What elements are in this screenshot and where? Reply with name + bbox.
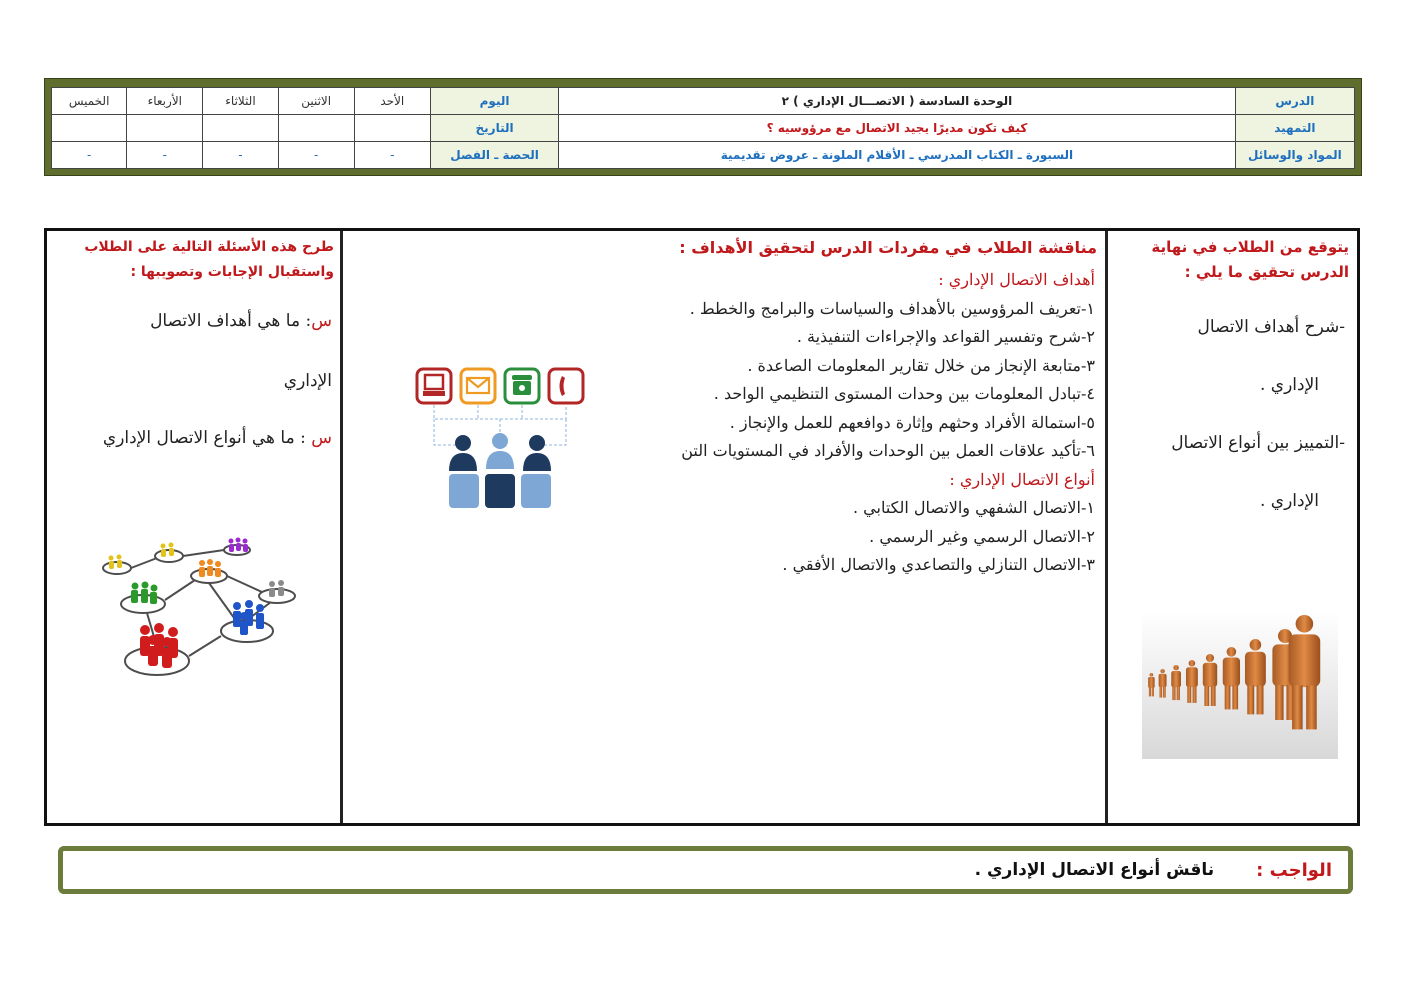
question-1 (150, 311, 332, 331)
goal-item: ٢-شرح وتفسير القواعد والإجراءات التنفيذية . (796, 327, 1095, 346)
period-label: الحصة ـ الفصل (430, 142, 558, 169)
unit-title: الوحدة السادسة ( الاتصـــال الإداري ) ٢ (559, 88, 1236, 115)
day-monday: الاثنين (278, 88, 354, 115)
homework-text: ناقش أنواع الاتصال الإداري . (974, 860, 1215, 880)
expected-item: الإداري . (1259, 491, 1319, 511)
date-label: التاريخ (430, 115, 558, 142)
lesson-body (44, 228, 1360, 826)
expected-outcomes-heading: يتوقع من الطلاب في نهاية الدرس تحقيق ما يلي : (1151, 238, 1349, 281)
homework-box (58, 846, 1353, 894)
goal-item: ٤-تبادل المعلومات بين وحدات المستوى التنظيمي الواحد . (713, 384, 1095, 403)
expected-item: -التمييز بين أنواع الاتصال (1171, 433, 1345, 453)
goal-item: ١-تعريف المرؤوسين بالأهداف والسياسات والبرامج والخطط . (689, 298, 1095, 318)
expected-item: الإداري . (1259, 375, 1319, 395)
questions-column (47, 231, 340, 823)
green-group (131, 582, 158, 605)
question-mark: س (311, 311, 332, 331)
date-cell-thursday (52, 115, 127, 142)
day-wednesday: الأربعاء (127, 88, 203, 115)
goals-title: أهداف الاتصال الإداري : (938, 270, 1095, 289)
types-title: أنواع الاتصال الإداري : (949, 469, 1095, 489)
people-group-icon (449, 433, 551, 508)
mobile-icon (549, 369, 583, 403)
lesson-header-table (51, 87, 1355, 169)
type-item: ٣-الاتصال التنازلي والتصاعدي والاتصال الأفقي . (782, 555, 1095, 574)
day-thursday: الخميس (52, 88, 127, 115)
question-1-continued: الإداري (283, 371, 332, 391)
day-label: اليوم (430, 88, 558, 115)
mail-icon (461, 369, 495, 403)
communication-illustration (413, 363, 593, 513)
day-tuesday: الثلاثاء (203, 88, 278, 115)
homework-label: الواجب : (1256, 859, 1332, 881)
lesson-label: الدرس (1235, 88, 1354, 115)
discussion-column (340, 231, 1108, 823)
period-cell-tuesday: - (203, 142, 278, 169)
computer-icon (417, 369, 451, 403)
period-cell-sunday: - (354, 142, 430, 169)
phone-icon (505, 369, 539, 403)
period-cell-wednesday: - (127, 142, 203, 169)
question-1-text: : ما هي أهداف الاتصال (150, 311, 312, 331)
lesson-header (51, 87, 1355, 169)
expected-outcomes-column (1108, 231, 1357, 823)
goal-item: ٦-تأكيد علاقات العمل بين الوحدات والأفراد في المستويات التن (681, 441, 1095, 460)
questions-heading: طرح هذه الأسئلة التالية على الطلاب واستقبال الإجابات وتصويبها : (84, 239, 334, 280)
question-2-text: : ما هي أنواع الاتصال الإداري (102, 428, 312, 448)
network-people-icon (97, 536, 311, 696)
intro-label: التمهيد (1235, 115, 1354, 142)
period-cell-monday: - (278, 142, 354, 169)
day-sunday: الأحد (354, 88, 430, 115)
question-mark: س (311, 428, 332, 448)
type-item: ١-الاتصال الشفهي والاتصال الكتابي . (853, 498, 1095, 517)
goal-item: ٣-متابعة الإنجاز من خلال تقارير المعلومات الصاعدة . (747, 355, 1095, 375)
goal-item: ٥-استمالة الأفراد وحثهم وإثارة دوافعهم للعمل والإنجاز . (729, 412, 1095, 432)
intro-text: كيف تكون مديرًا يجيد الاتصال مع مرؤوسيه ؟ (559, 115, 1236, 142)
date-cell-tuesday (203, 115, 278, 142)
lesson-header-frame (44, 78, 1362, 176)
expected-item: -شرح أهداف الاتصال (1197, 317, 1345, 337)
purple-group (229, 538, 249, 553)
people-line-icon (1142, 611, 1338, 759)
date-cell-wednesday (127, 115, 203, 142)
materials-text: السبورة ـ الكتاب المدرسي ـ الأقلام الملونة ـ عروض تقديمية (559, 142, 1236, 169)
date-cell-sunday (354, 115, 430, 142)
type-item: ٢-الاتصال الرسمي وغير الرسمي . (869, 526, 1095, 546)
date-cell-monday (278, 115, 354, 142)
materials-label: المواد والوسائل (1235, 142, 1354, 169)
question-2 (103, 428, 332, 448)
period-cell-thursday: - (52, 142, 127, 169)
discussion-heading: مناقشة الطلاب في مفردات الدرس لتحقيق الأهداف : (679, 238, 1097, 257)
orange-group (199, 559, 221, 577)
